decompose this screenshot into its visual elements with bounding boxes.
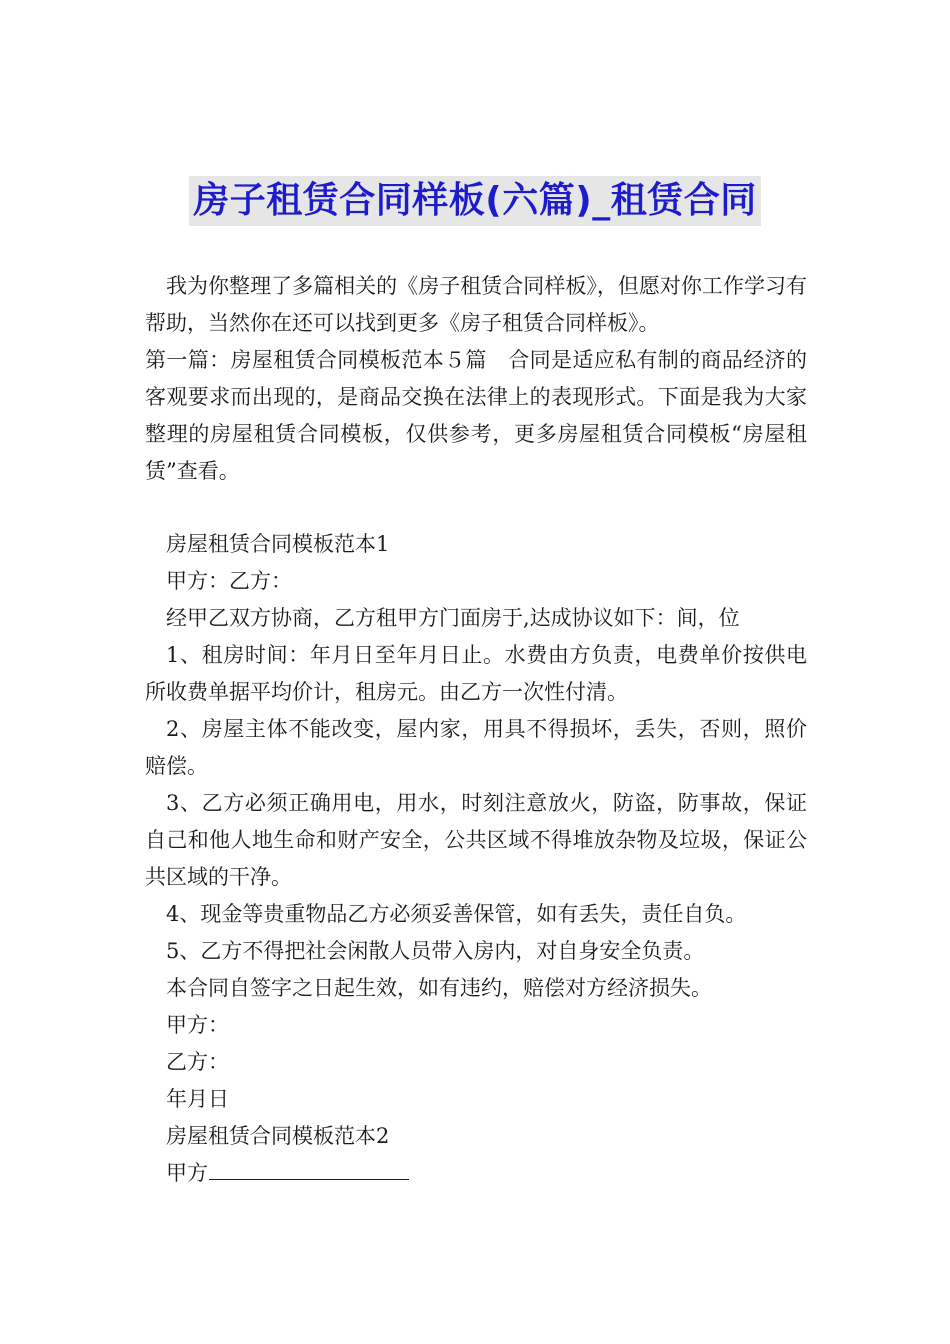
signature-date: 年月日	[166, 1087, 229, 1111]
agreement-line: 经甲乙双方协商，乙方租甲方门面房于,达成协议如下：间，位	[166, 606, 740, 630]
clause-2: 2、房屋主体不能改变，屋内家，用具不得损坏，丢失，否则，照价赔偿。	[145, 717, 807, 778]
clause-4: 4、现金等贵重物品乙方必须妥善保管，如有丢失，责任自负。	[166, 902, 747, 926]
party-line: 甲方：乙方：	[166, 569, 292, 593]
clause-5: 5、乙方不得把社会闲散人员带入房内，对自身安全负责。	[166, 939, 705, 963]
intro-paragraph: 我为你整理了多篇相关的《房子租赁合同样板》，但愿对你工作学习有帮助，当然你在还可以找到更多《房子租赁合同样板》。	[145, 274, 807, 335]
document-title: 房子租赁合同样板(六篇)_租赁合同	[189, 176, 760, 226]
signature-party-b: 乙方：	[166, 1050, 229, 1074]
party-a-blank-line	[145, 1155, 807, 1192]
clause-1: 1、租房时间：年月日至年月日止。水费由方负责，电费单价按供电所收费单据平均价计，租房元。由乙方一次性付清。	[145, 643, 807, 704]
sample1-heading: 房屋租赁合同模板范本1	[166, 532, 390, 556]
signature-party-a: 甲方：	[166, 1013, 229, 1037]
chapter1-paragraph: 第一篇：房屋租赁合同模板范本５篇 合同是适应私有制的商品经济的客观要求而出现的，是商品交换在法律上的表现形式。下面是我为大家整理的房屋租赁合同模板，仅供参考，更多房屋租赁合同模板“房屋租赁”查看。	[145, 348, 807, 483]
document-body	[145, 268, 807, 1192]
party-a-label: 甲方	[166, 1161, 208, 1185]
effective-clause: 本合同自签字之日起生效，如有违约，赔偿对方经济损失。	[166, 976, 712, 1000]
fill-in-blank	[209, 1155, 409, 1180]
paragraph-gap	[145, 490, 807, 526]
title-container	[0, 176, 950, 226]
sample2-heading: 房屋租赁合同模板范本2	[166, 1124, 390, 1148]
clause-3: 3、乙方必须正确用电，用水，时刻注意放火，防盗，防事故，保证自己和他人地生命和财产安全，公共区域不得堆放杂物及垃圾，保证公共区域的干净。	[145, 791, 807, 889]
